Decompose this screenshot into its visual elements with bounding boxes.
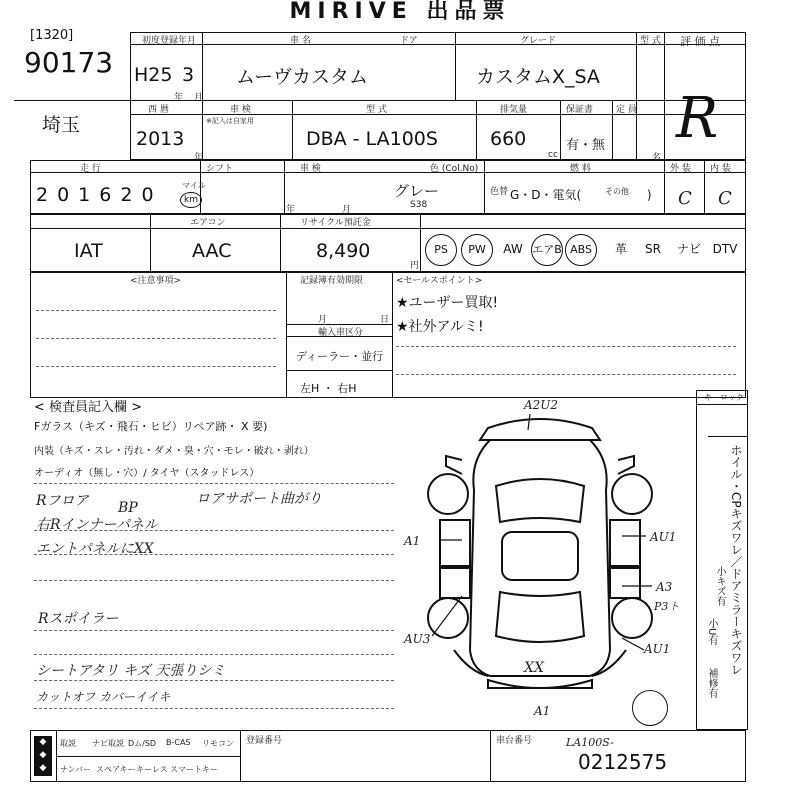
label-int: 内 装 xyxy=(710,164,731,174)
mark-left-front: A1 xyxy=(404,534,421,548)
color: グレー xyxy=(394,182,440,200)
label-fuel: 燃 料 xyxy=(570,164,591,174)
side-note-3: 補修有 xyxy=(706,668,717,698)
unit-cc: cc xyxy=(548,150,558,160)
footer-bottom-2: キーレス xyxy=(136,765,168,774)
handle: 左H ・ 右H xyxy=(300,382,357,395)
ext-grade: C xyxy=(678,188,692,209)
option-6 xyxy=(636,234,670,264)
fuel xyxy=(510,186,652,203)
chassis-prefix: LA100S- xyxy=(566,736,614,749)
unit-day: 日 xyxy=(380,315,390,325)
price: 8,490 xyxy=(316,240,371,262)
option-label-5: 革 xyxy=(614,242,627,256)
label-inspect: 車 検 xyxy=(230,105,251,115)
mileage: 201620 xyxy=(36,184,163,206)
footer-top-2: Dム/SD xyxy=(128,739,157,748)
label-record: 記録簿有効期限 xyxy=(300,276,364,286)
color-change-label: 色替 xyxy=(490,187,509,197)
footer-bottom-0: ナンバー xyxy=(60,765,92,774)
footer-top-1: ナビ取説 xyxy=(92,739,124,748)
option-7 xyxy=(672,234,706,264)
car-name: ムーヴカスタム xyxy=(236,66,369,88)
mark-right-front: AU1 xyxy=(650,530,677,544)
warranty: 有・無 xyxy=(566,138,606,153)
unit-month: 月 xyxy=(194,93,204,103)
unit-year-3: 年 xyxy=(286,205,296,215)
label-rating: 評 価 点 xyxy=(680,35,720,48)
label-shift: シフト xyxy=(206,164,234,174)
mark-bottom: A1 xyxy=(534,704,551,718)
reg-month: 3 xyxy=(182,64,195,86)
label-model: 型 式 xyxy=(366,105,387,115)
lot-code: [1320] xyxy=(30,28,74,43)
label-ac: エアコン xyxy=(190,218,226,228)
option-label-2: AW xyxy=(503,242,523,256)
region: 埼玉 xyxy=(42,114,81,136)
fuel-close: ) xyxy=(646,188,652,202)
hand-note-6: カットオフ カバーイイキ xyxy=(36,690,171,704)
mile-unit: マイル xyxy=(182,181,206,190)
grade: カスタムX_SA xyxy=(476,66,600,88)
option-label-4: ABS xyxy=(565,234,597,266)
mark-rear: XX xyxy=(524,660,544,676)
option-2 xyxy=(496,234,530,264)
hand-note-2: 右Rインナーパネル xyxy=(36,517,158,533)
option-label-1: PW xyxy=(461,234,493,266)
inspector-title: < 検査員記入欄 > xyxy=(34,400,143,415)
mark-top: A2U2 xyxy=(524,398,559,412)
hand-note-3: エントパネルにXX xyxy=(36,541,154,557)
hand-bp: BP xyxy=(118,500,138,516)
int-grade: C xyxy=(718,188,732,209)
unit-people: 名 xyxy=(652,153,662,163)
footer-top-4: リモコン xyxy=(202,739,234,748)
mark-right-mid2: P3ト xyxy=(654,600,680,613)
dealer: ディーラー・並行 xyxy=(296,350,384,363)
label-body: 車 検 xyxy=(300,164,321,174)
option-8 xyxy=(708,234,742,264)
side-vertical-text: ホイル・CPキズワレ／ドアミラーキズワレ xyxy=(729,444,743,676)
mark-right-rear: AU1 xyxy=(644,642,671,656)
interior-line: 内装（キズ・スレ・汚れ・ダメ・臭・穴・モレ・破れ・剥れ） xyxy=(34,446,314,457)
option-0 xyxy=(424,234,458,266)
option-label-0: PS xyxy=(425,234,457,266)
option-label-6: SR xyxy=(645,242,661,256)
mark-right-mid: A3 xyxy=(656,580,673,594)
hand-note-4: Rスポイラー xyxy=(38,611,119,627)
side-label: キーロック xyxy=(704,393,744,402)
glass-line: Fガラス（キズ・飛石・ヒビ）リペア跡・ X 要) xyxy=(34,420,268,433)
form-grid xyxy=(130,32,746,160)
side-note-1: 小キズ有 xyxy=(714,566,725,606)
label-color: 色 (Col.No) xyxy=(430,164,479,174)
trans: IAT xyxy=(74,240,103,262)
label-mileage: 走 行 xyxy=(80,164,101,174)
footer-top-3: B-CAS xyxy=(166,738,191,747)
label-sales: <セールスポイント> xyxy=(396,276,483,286)
label-grade: グレード xyxy=(520,36,557,46)
sales-point-2: ★社外アルミ! xyxy=(396,319,484,335)
unit-month-4: 月 xyxy=(318,315,328,325)
sales-point-1: ★ユーザー買取! xyxy=(396,295,499,311)
hand-note-5: シートアタリ キズ 天張りシミ xyxy=(36,663,226,679)
rating: R xyxy=(676,86,719,151)
footer-bottom-1: スペアキー xyxy=(96,765,136,774)
label-year: 西 暦 xyxy=(148,105,169,115)
label-inspect-sub: ※記入は自家用 xyxy=(206,117,254,125)
lot-number: 90173 xyxy=(24,46,114,79)
fuel-text: G・D・電気( xyxy=(510,188,582,202)
label-reg: 初度登録年月 xyxy=(142,36,197,46)
option-3 xyxy=(530,234,564,266)
color-no: S38 xyxy=(410,200,428,210)
cc: 660 xyxy=(490,128,527,150)
label-ext: 外 装 xyxy=(670,164,691,174)
mark-left-rear: AU3 xyxy=(404,632,431,646)
hand-note-right: ロアサポート曲がり xyxy=(196,491,322,507)
car-diagram xyxy=(410,400,673,700)
label-warranty: 保証書 xyxy=(566,105,594,115)
label-notes: <注意事項> xyxy=(130,276,182,286)
label-import: 輸入車区分 xyxy=(318,328,364,338)
chassis-number: 0212575 xyxy=(578,750,668,774)
unit-month-3: 月 xyxy=(342,205,352,215)
audio-line: オーディオ（無し・穴）/ タイヤ（スタッドレス） xyxy=(34,468,260,479)
unit-year-2: 年 xyxy=(194,153,204,163)
footer-top-0: 取説 xyxy=(60,739,76,748)
year: 2013 xyxy=(136,128,185,150)
option-4 xyxy=(564,234,598,266)
fuel-other: その他 xyxy=(605,187,630,196)
ac: AAC xyxy=(192,240,232,262)
label-price: リサイクル預託金 xyxy=(300,218,371,228)
label-name: 車 名 xyxy=(290,36,311,46)
spare-tire xyxy=(632,690,668,726)
label-reg-no: 登録番号 xyxy=(246,736,283,746)
option-1 xyxy=(460,234,494,266)
hand-note-1: Rフロア xyxy=(36,493,89,509)
option-5 xyxy=(604,234,638,264)
reg-era: H25 xyxy=(134,64,173,86)
unit-yen: 円 xyxy=(410,261,420,271)
label-chassis: 車台番号 xyxy=(496,736,533,746)
side-note-2: 小U有 xyxy=(706,618,717,646)
label-door: ドア xyxy=(400,36,418,46)
option-label-8: DTV xyxy=(712,242,738,256)
label-capacity: 定 員 xyxy=(616,105,637,115)
unit-year: 年 xyxy=(174,93,184,103)
label-cc: 排気量 xyxy=(500,105,528,115)
footer-bottom-3: スマートキー xyxy=(170,765,218,774)
option-label-3: エアB xyxy=(531,234,563,266)
model: DBA - LA100S xyxy=(306,128,438,150)
km-unit: km xyxy=(180,192,202,208)
option-label-7: ナビ xyxy=(676,242,701,256)
footer-icon: ◆ ◆ ◆ xyxy=(34,736,52,776)
page-title: MIRIVE 出品票 xyxy=(289,0,511,24)
label-type: 型 式 xyxy=(640,36,661,46)
